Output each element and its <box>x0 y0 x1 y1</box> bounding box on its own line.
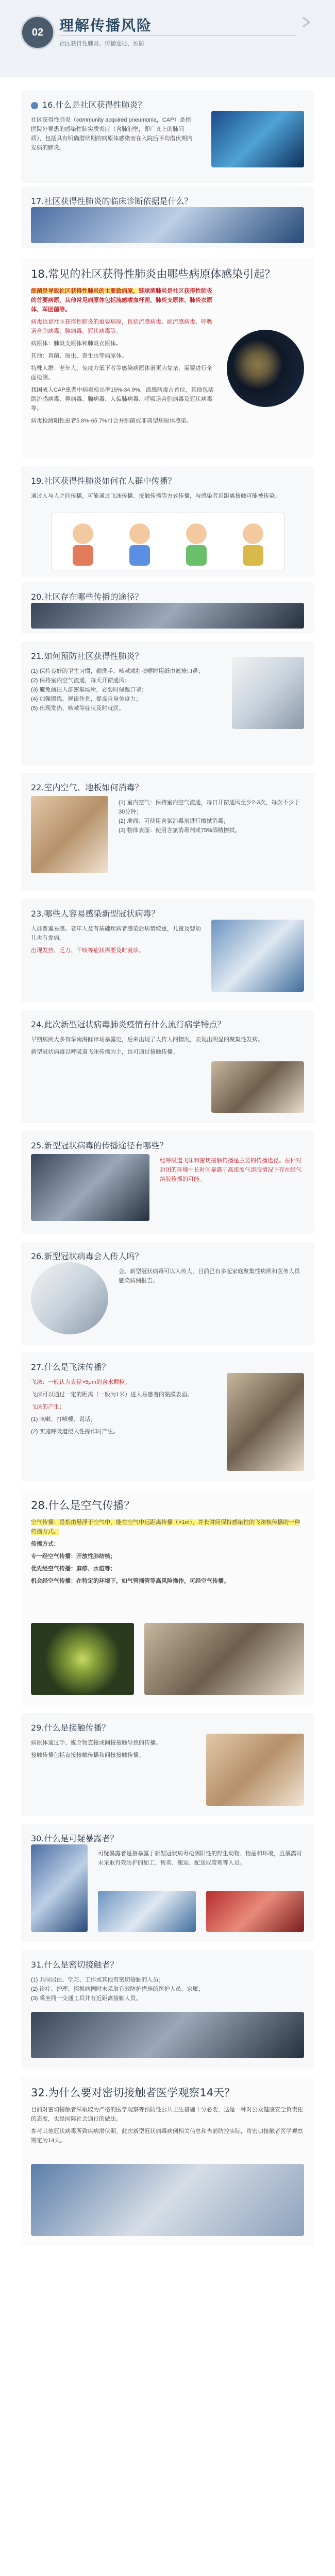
section-23 <box>21 899 314 1002</box>
list-item: (2) 地面：可使用含氯消毒剂进行擦拭消毒； <box>119 818 229 824</box>
droplet-distance: 飞沫可以通过一定的距离（一般为1米）进入易感者的黏膜表面。 <box>31 1392 193 1398</box>
question-31: 31.什么是密切接触者？ <box>31 1960 119 1970</box>
section-32 <box>21 2076 314 2246</box>
section-17 <box>21 187 314 248</box>
section-18 <box>21 258 314 459</box>
lab-worker-image <box>31 1844 88 1932</box>
diagnosis-image <box>31 207 304 243</box>
people-icon <box>52 513 284 570</box>
question-26: 26.新型冠状病毒会人传人吗？ <box>31 1251 143 1261</box>
answer-29: 病原体通过手、媒介物直接或间接接触导致的传播。 <box>31 1740 161 1746</box>
droplet-source-2: (2) 实施呼吸道侵入性操作时产生。 <box>31 1429 119 1435</box>
list-item: (5) 出现发热、咳嗽等症状及时就医。 <box>31 705 125 711</box>
handshake-image <box>206 1734 304 1806</box>
list-item: (1) 室内空气：保持室内空气流通，每日开窗通风至少2-3次，每次不少于30分钟； <box>119 800 300 815</box>
answer-25: 经呼吸道飞沫和密切接触传播是主要的传播途径。在相对封闭的环境中长时间暴露于高浓度气溶胶情况下存在经气溶胶传播的可能。 <box>160 1158 301 1182</box>
sneeze-image <box>227 1373 304 1471</box>
disinfection-list <box>119 798 304 835</box>
answer-16: 社区获得性肺炎（community acquired pneumonia，CAP）是指医院外罹患的感染性肺实质炎症（含肺泡壁，即广义上的肺间质），包括具有明确潜伏期的病原体感染而在入院后平均潜伏期内发病的肺炎。 <box>31 117 193 151</box>
question-30: 30.什么是可疑暴露者？ <box>31 1834 119 1843</box>
answer-26: 会。新型冠状病毒可以人传人，目前已有多起家庭聚集性病例和医务人员感染病例报告。 <box>119 1268 300 1284</box>
airborne-definition: 空气传播：是指由悬浮于空气中，能在空气中远距离传播（>1m），并长时间保持感染性的飞沫核传播的一种传播方式。 <box>31 1519 300 1535</box>
masked-person-image <box>31 1262 108 1334</box>
section-29 <box>21 1713 314 1816</box>
list-item: (2) 诊疗、护理、探视病例时未采取有效防护措施的医护人员、家属； <box>31 1986 204 1992</box>
question-23: 23.哪些人容易感染新型冠状病毒？ <box>31 909 160 919</box>
answer-18-stats: 我国成人CAP患者中病毒检出率15%-34.9%，流感病毒占首位，其他包括副流感病毒、鼻病毒、腺病毒、人偏肺病毒、呼吸道合胞病毒及冠状病毒等。 <box>31 387 214 412</box>
close-contact-list <box>31 1975 299 2003</box>
market-image <box>98 1891 196 1932</box>
list-item: (3) 物体表面：使用含氯消毒剂或75%酒精擦拭。 <box>119 827 241 834</box>
question-21: 21.如何预防社区获得性肺炎？ <box>31 651 143 661</box>
answer-18-other: 其他：真菌、原虫、寄生虫等病原体。 <box>31 353 127 359</box>
question-32: 32.为什么要对密切接触者医学观察14天？ <box>31 2087 236 2099</box>
section-22 <box>21 773 314 891</box>
section-30 <box>21 1824 314 1942</box>
observation-image <box>31 2164 304 2236</box>
close-contact-image <box>31 2012 304 2058</box>
chevron-right-icon <box>299 14 314 30</box>
answer-18-special: 特殊人群：老年人、免疫力低下者等感染病原体谱更为复杂，需要进行全面检测。 <box>31 365 212 381</box>
list-item: (1) 共同居住、学习、工作或其他有密切接触的人员； <box>31 1977 164 1983</box>
prevention-list <box>31 667 227 713</box>
answer-18-atypical: 病原体：肺炎支原体和肺炎衣原体。 <box>31 341 122 347</box>
pneumonia-image <box>211 111 304 167</box>
answer-18-intro: 细菌是导致社区获得性肺炎的主要致病原，链球菌肺炎是社区获得性肺炎的首要病原，其他常见病原体包括流感嗜血杆菌、肺炎支原体、肺炎衣原体、军团菌等。 <box>31 288 212 313</box>
question-16: 16.什么是社区获得性肺炎？ <box>31 98 304 110</box>
section-19 <box>21 466 314 577</box>
section-24 <box>21 1010 314 1123</box>
page-title: 理解传播风险 <box>59 17 153 34</box>
transmission-cartoon <box>52 513 284 570</box>
question-17: 17.社区获得性肺炎的临床诊断依据是什么？ <box>31 196 193 206</box>
answer-19: 通过人与人之间传播，可能通过飞沫传播、接触传播等方式传播，与感染者近距离接触可能被传染。 <box>31 493 280 499</box>
section-25 <box>21 1131 314 1234</box>
section-27 <box>21 1352 314 1481</box>
answer-18-virus: 病毒也是社区获得性肺炎的重要病原，包括流感病毒、副流感病毒、呼吸道合胞病毒、腺病毒、冠状病毒等。 <box>31 319 212 334</box>
answer-30: 可疑暴露者是指暴露于新型冠状病毒检测阳性的野生动物、物品和环境，且暴露时未采取有效防护的加工、售卖、搬运、配送或管理等人员。 <box>98 1851 302 1866</box>
airborne-type-3: 机会经空气传播：在特定的环境下，如气管插管等高风险操作，可经空气传播。 <box>31 1578 229 1584</box>
cough-image <box>211 1061 304 1113</box>
list-item: (4) 加强锻炼，规律作息，提高自身免疫力； <box>31 696 142 702</box>
crowd-image <box>31 1154 149 1221</box>
droplet-source-1: (1) 咳嗽、打喷嚏、说话； <box>31 1416 96 1422</box>
thermometer-image <box>211 920 304 992</box>
list-item: (3) 乘坐同一交通工具并有近距离接触人员。 <box>31 1995 142 2002</box>
answer-24-route: 新型冠状病毒以呼吸道飞沫传播为主，也可通过接触传播。 <box>31 1049 178 1055</box>
virus-image <box>227 330 304 407</box>
list-item: (2) 保持室内空气流通，每天开窗通风； <box>31 677 130 684</box>
mask-image <box>232 657 304 729</box>
page-subtitle: 社区获得性肺炎、传播途径、预防 <box>59 41 144 47</box>
answer-24: 早期病例大多有华南海鲜市场暴露史，后来出现了人传人的情况，表现出明显的聚集性发病。 <box>31 1037 263 1043</box>
question-18: 18.常见的社区获得性肺炎由哪些病原体感染引起？ <box>31 268 276 280</box>
airborne-types-heading: 传播方式： <box>31 1541 59 1547</box>
question-27: 27.什么是飞沫传播？ <box>31 1362 110 1372</box>
question-22: 22.室内空气、地板如何消毒？ <box>31 783 143 792</box>
droplet-source-heading: 飞沫的产生： <box>31 1404 65 1410</box>
answer-18-coinfection: 病毒检测阳性患者5.8%-65.7%可合并细菌或非典型病原体感染。 <box>31 418 192 424</box>
list-item: (3) 避免前往人群密集场所，必要时佩戴口罩； <box>31 687 147 693</box>
droplet-definition: 飞沫：一般认为直径>5μm的含水颗粒。 <box>31 1379 131 1385</box>
section-number-badge: 02 <box>21 15 55 49</box>
question-25: 25.新型冠状病毒的传播途径有哪些？ <box>31 1141 168 1150</box>
answer-23: 人群普遍易感。老年人及有基础疾病者感染后病情较重，儿童及婴幼儿也有发病。 <box>31 926 201 941</box>
question-24: 24.此次新型冠状病毒肺炎疫情有什么流行病学特点？ <box>31 1020 226 1029</box>
cleaning-image <box>31 796 108 873</box>
virus-particle-image <box>31 1623 134 1695</box>
sick-person-image <box>144 1623 304 1695</box>
airborne-type-2: 优先经空气传播：麻疹、水痘等； <box>31 1566 116 1572</box>
section-20 <box>21 582 314 634</box>
list-item: (1) 保持良好的卫生习惯，勤洗手，咳嗽或打喷嚏时用纸巾遮掩口鼻； <box>31 668 204 674</box>
airborne-type-1: 专一经空气传播：开放性肺结核； <box>31 1553 116 1560</box>
section-21 <box>21 641 314 765</box>
answer-23-note: 出现发热、乏力、干咳等症状需要及时就诊。 <box>31 947 144 954</box>
question-29: 29.什么是接触传播？ <box>31 1723 110 1733</box>
header-divider <box>59 35 296 36</box>
answer-32-detail: 参考其他冠状病毒所致疾病潜伏期、此次新型冠状病毒病例相关信息和当前防控实际，将密切接触者医学观察期定为14天。 <box>31 2128 303 2144</box>
page-header <box>0 0 335 77</box>
question-28: 28.什么是空气传播？ <box>31 1499 135 1512</box>
routes-image <box>31 603 304 629</box>
section-16 <box>21 90 314 183</box>
question-19: 19.社区获得性肺炎如何在人群中传播？ <box>31 476 176 486</box>
question-icon <box>31 102 38 109</box>
answer-29-detail: 接触传播包括直接接触传播和间接接触传播。 <box>31 1752 144 1758</box>
question-20: 20.社区存在哪些传播的途径？ <box>31 592 143 602</box>
section-31 <box>21 1950 314 2069</box>
section-26 <box>21 1242 314 1345</box>
answer-32: 目前对密切接触者采取较为严格的医学观察等预防性公共卫生措施十分必要，这是一种对公众健康安全负责任的态度，也是国际社会通行的做法。 <box>31 2107 303 2122</box>
section-28 <box>21 1489 314 1705</box>
animal-image <box>206 1891 304 1932</box>
